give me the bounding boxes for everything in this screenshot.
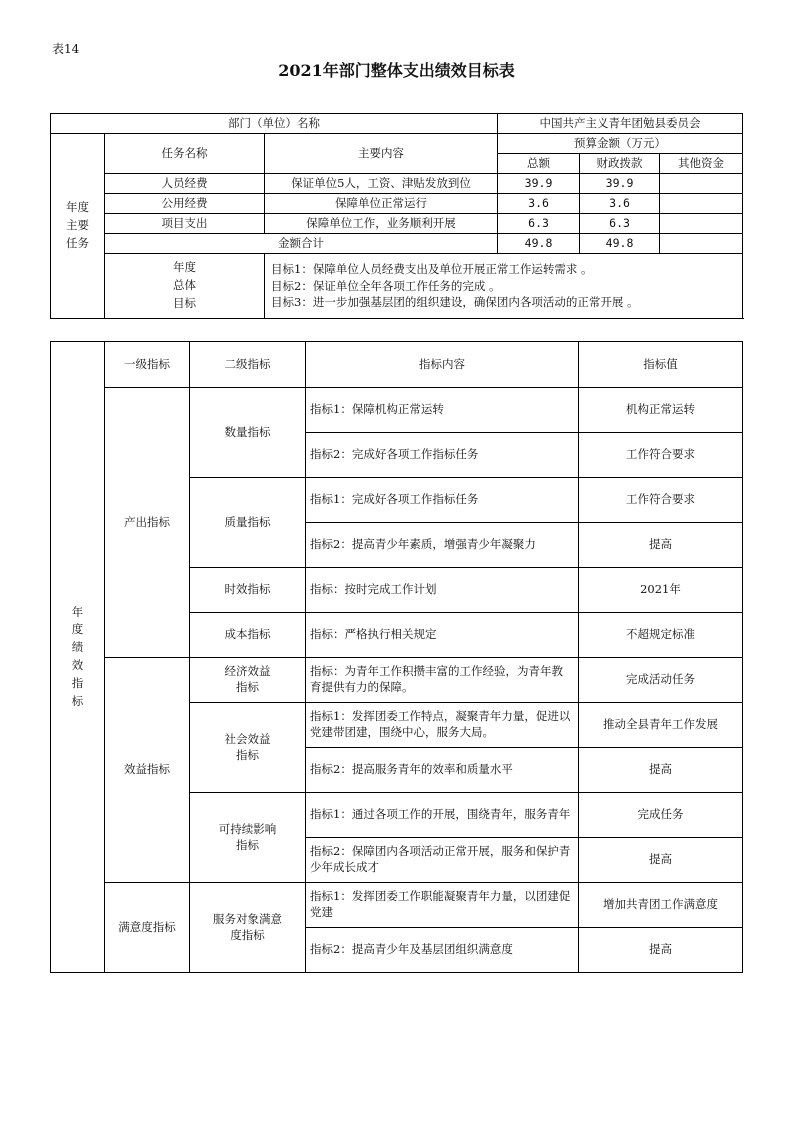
level2-quantity-text: 数量指标 [224,424,271,439]
indicator-value: 2021年 [579,568,743,613]
sum-fiscal: 49.8 [580,234,660,254]
goals-content [265,254,743,319]
perf-section-label-text: 年度绩效指标 [71,604,84,708]
level1-benefit: 效益指标 [105,658,190,883]
goals-section-label-text: 年度总体目标 [172,260,196,310]
indicator-value: 不超规定标准 [579,613,743,658]
indicator-content: 指标1：完成好各项工作指标任务 [306,478,579,523]
task-fiscal: 6.3 [580,214,660,234]
indicator-content: 指标2：完成好各项工作指标任务 [306,433,579,478]
indicator-row [51,658,743,703]
dept-label: 部门（单位）名称 [51,114,498,134]
indicator-content: 指标1：发挥团委工作职能凝聚青年力量，以团建促党建 [306,883,579,928]
sum-label: 金额合计 [105,234,498,254]
indicator-content: 指标：为青年工作积攒丰富的工作经验，为青年教育提供有力的保障。 [306,658,579,703]
col-fiscal: 财政拨款 [580,154,660,174]
task-name: 项目支出 [105,214,265,234]
dept-row [51,114,743,134]
level2-sustainable [190,793,306,883]
indicator-value: 完成活动任务 [579,658,743,703]
performance-table [50,341,743,973]
tasks-section-label-text: 年度主要任务 [65,200,89,250]
level2-social-text: 社会效益指标 [224,731,271,762]
task-other [660,194,743,214]
task-name: 人员经费 [105,174,265,194]
task-content: 保证单位5人，工资、津贴发放到位 [265,174,498,194]
goals-section-label [105,254,265,319]
level2-quantity [190,388,306,478]
level1-output: 产出指标 [105,388,190,658]
goals-row [51,254,743,319]
level2-service [190,883,306,973]
indicator-row [51,388,743,433]
indicator-value: 推动全县青年工作发展 [579,703,743,748]
task-sum-row [51,234,743,254]
col-budget: 预算金额（万元） [498,134,743,154]
table-number: 表14 [52,42,80,56]
goal-line: 目标1：保障单位人员经费支出及单位开展正常工作运转需求 。 [271,261,593,276]
level1-satisfaction: 满意度指标 [105,883,190,973]
indicator-content: 指标2：提高青少年素质，增强青少年凝聚力 [306,523,579,568]
indicator-content: 指标1：通过各项工作的开展，围绕青年，服务青年 [306,793,579,838]
sum-other [660,234,743,254]
indicator-value: 工作符合要求 [579,478,743,523]
task-content: 保障单位正常运行 [265,194,498,214]
indicator-content: 指标1：保障机构正常运转 [306,388,579,433]
indicator-value: 工作符合要求 [579,433,743,478]
task-total: 6.3 [498,214,580,234]
level2-economic-text: 经济效益指标 [224,664,271,694]
level2-economic [190,658,306,703]
header-value: 指标值 [579,342,743,388]
task-row [51,174,743,194]
indicator-content: 指标2：提高青少年及基层团组织满意度 [306,928,579,973]
task-row [51,214,743,234]
goal-line: 目标3：进一步加强基层团的组织建设，确保团内各项活动的正常开展 。 [271,295,639,310]
task-total: 3.6 [498,194,580,214]
goal-line: 目标2：保证单位全年各项工作任务的完成 。 [271,278,501,293]
level2-social [190,703,306,793]
task-total: 39.9 [498,174,580,194]
task-name: 公用经费 [105,194,265,214]
task-row [51,194,743,214]
header-level2: 二级指标 [190,342,306,388]
col-total: 总额 [498,154,580,174]
page-title: 2021年部门整体支出绩效目标表 [278,61,515,80]
level2-quality [190,478,306,568]
header-content: 指标内容 [306,342,579,388]
perf-header-row [51,342,743,388]
summary-table [50,113,743,319]
indicator-value: 增加共青团工作满意度 [579,883,743,928]
task-other [660,214,743,234]
level2-timeliness: 时效指标 [190,568,306,613]
indicator-value: 提高 [579,838,743,883]
indicator-value: 提高 [579,523,743,568]
level2-sustainable-text: 可持续影响指标 [218,821,277,852]
col-task-name: 任务名称 [105,134,265,174]
dept-value: 中国共产主义青年团勉县委员会 [498,114,743,134]
indicator-value: 提高 [579,748,743,793]
indicator-content: 指标2：提高服务青年的效率和质量水平 [306,748,579,793]
indicator-value: 完成任务 [579,793,743,838]
tasks-section-label [51,134,105,319]
task-fiscal: 3.6 [580,194,660,214]
perf-section-label [51,342,105,973]
task-other [660,174,743,194]
tasks-header-row [51,134,743,154]
level2-service-text: 服务对象满意度指标 [212,911,282,942]
indicator-content: 指标2：保障团内各项活动正常开展，服务和保护青少年成长成才 [306,838,579,883]
col-other: 其他资金 [660,154,743,174]
indicator-value: 提高 [579,928,743,973]
indicator-content: 指标：严格执行相关规定 [306,613,579,658]
level2-quality-text: 质量指标 [224,514,271,529]
level2-cost: 成本指标 [190,613,306,658]
indicator-row [51,883,743,928]
task-fiscal: 39.9 [580,174,660,194]
indicator-content: 指标1：发挥团委工作特点，凝聚青年力量，促进以党建带团建，围绕中心，服务大局。 [306,703,579,748]
task-content: 保障单位工作，业务顺利开展 [265,214,498,234]
indicator-content: 指标：按时完成工作计划 [306,568,579,613]
indicator-value: 机构正常运转 [579,388,743,433]
header-level1: 一级指标 [105,342,190,388]
col-task-content: 主要内容 [265,134,498,174]
sum-total: 49.8 [498,234,580,254]
